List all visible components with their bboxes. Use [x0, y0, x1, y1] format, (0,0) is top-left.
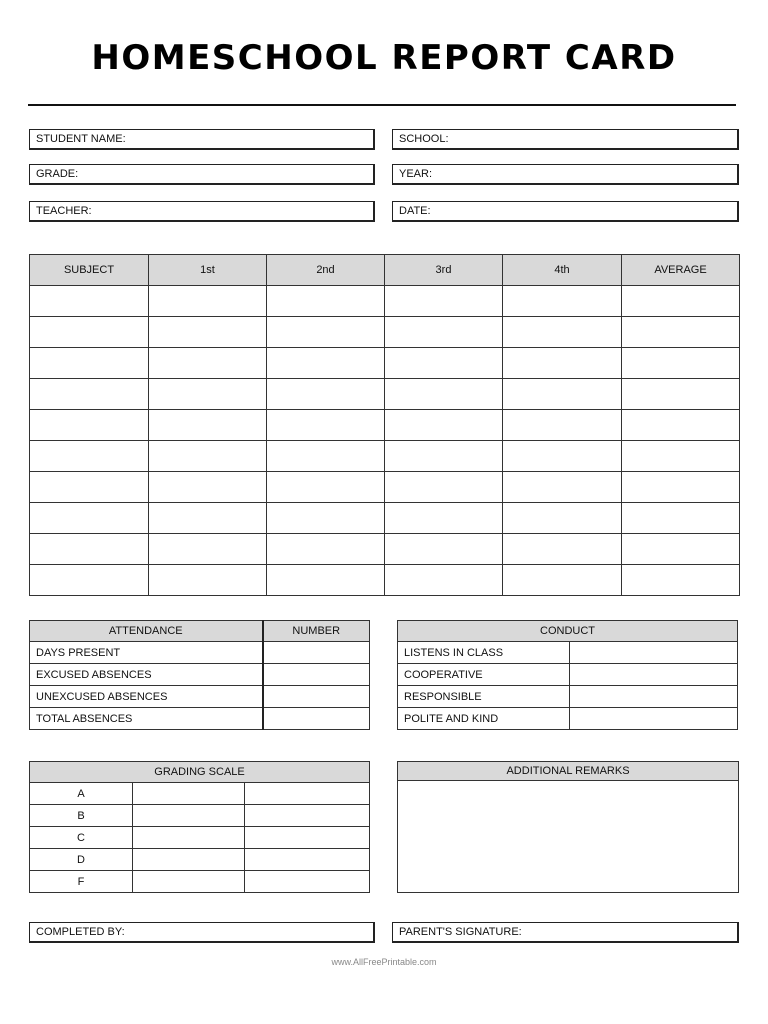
col-header-1st: 1st: [149, 255, 267, 286]
grade-cell[interactable]: [267, 348, 385, 379]
grade-cell[interactable]: [30, 503, 149, 534]
grade-cell[interactable]: [30, 565, 149, 596]
table-row: [30, 286, 740, 317]
conduct-header-row: [398, 621, 738, 642]
grade-cell[interactable]: [149, 503, 267, 534]
grade-cell[interactable]: [622, 534, 740, 565]
col-header-3rd: 3rd: [385, 255, 503, 286]
school-field[interactable]: SCHOOL:: [392, 129, 739, 150]
grade-cell[interactable]: [267, 410, 385, 441]
table-row: [30, 565, 740, 596]
grade-cell[interactable]: [503, 379, 622, 410]
date-field[interactable]: DATE:: [392, 201, 739, 222]
table-row: [30, 849, 370, 871]
grade-cell[interactable]: [149, 472, 267, 503]
grade-cell[interactable]: [267, 534, 385, 565]
attendance-header: ATTENDANCE: [30, 621, 263, 642]
grade-cell[interactable]: [149, 317, 267, 348]
grade-cell[interactable]: [149, 410, 267, 441]
table-row: [398, 642, 738, 664]
grade-cell[interactable]: [503, 441, 622, 472]
grade-cell[interactable]: [149, 379, 267, 410]
grade-cell[interactable]: [622, 348, 740, 379]
student-name-field[interactable]: STUDENT NAME:: [29, 129, 375, 150]
grade-cell[interactable]: [622, 472, 740, 503]
scale-cell[interactable]: [245, 827, 370, 849]
grade-cell[interactable]: [385, 441, 503, 472]
scale-cell[interactable]: [133, 871, 245, 893]
table-row: [30, 805, 370, 827]
grade-cell[interactable]: [30, 410, 149, 441]
grade-cell[interactable]: [30, 441, 149, 472]
additional-remarks-box[interactable]: [397, 780, 739, 893]
grading-scale-table: [29, 761, 370, 893]
grade-cell[interactable]: [30, 534, 149, 565]
grade-cell[interactable]: [267, 441, 385, 472]
grade-cell[interactable]: [503, 410, 622, 441]
conduct-header: CONDUCT: [398, 621, 738, 642]
col-header-subject: SUBJECT: [30, 255, 149, 286]
footer-credit: www.AllFreePrintable.com: [331, 957, 437, 967]
grade-cell[interactable]: [622, 565, 740, 596]
grade-cell[interactable]: [503, 286, 622, 317]
grade-cell[interactable]: [149, 565, 267, 596]
attendance-value-cell[interactable]: [263, 708, 370, 730]
table-row: [30, 827, 370, 849]
table-row: [30, 642, 370, 664]
table-row: [30, 503, 740, 534]
grade-field[interactable]: GRADE:: [29, 164, 375, 185]
conduct-label: RESPONSIBLE: [398, 686, 570, 708]
grade-cell[interactable]: [622, 503, 740, 534]
grade-cell[interactable]: [30, 286, 149, 317]
attendance-header-row: [30, 621, 370, 642]
grade-cell[interactable]: [385, 565, 503, 596]
grade-letter: C: [30, 827, 133, 849]
col-header-4th: 4th: [503, 255, 622, 286]
conduct-table: [397, 620, 738, 730]
grade-cell[interactable]: [622, 286, 740, 317]
grading-scale-header: GRADING SCALE: [30, 762, 370, 783]
scale-cell[interactable]: [245, 871, 370, 893]
grade-cell[interactable]: [30, 317, 149, 348]
grade-cell[interactable]: [267, 565, 385, 596]
grade-cell[interactable]: [503, 565, 622, 596]
year-field[interactable]: YEAR:: [392, 164, 739, 185]
grade-cell[interactable]: [30, 379, 149, 410]
table-row: [30, 410, 740, 441]
grade-cell[interactable]: [149, 286, 267, 317]
table-row: [30, 441, 740, 472]
attendance-label: EXCUSED ABSENCES: [30, 664, 263, 686]
col-header-2nd: 2nd: [267, 255, 385, 286]
table-row: [30, 686, 370, 708]
grade-cell[interactable]: [385, 503, 503, 534]
grade-cell[interactable]: [385, 472, 503, 503]
title-divider: [28, 104, 736, 106]
grade-cell[interactable]: [267, 503, 385, 534]
grade-cell[interactable]: [267, 317, 385, 348]
grade-letter: F: [30, 871, 133, 893]
grade-cell[interactable]: [503, 317, 622, 348]
table-row: [30, 379, 740, 410]
table-row: [30, 348, 740, 379]
table-row: [30, 472, 740, 503]
grade-letter: A: [30, 783, 133, 805]
grade-cell[interactable]: [503, 348, 622, 379]
grade-cell[interactable]: [385, 379, 503, 410]
grade-cell[interactable]: [385, 534, 503, 565]
scale-cell[interactable]: [133, 849, 245, 871]
grade-cell[interactable]: [30, 348, 149, 379]
scale-cell[interactable]: [245, 849, 370, 871]
attendance-value-cell[interactable]: [263, 642, 370, 664]
number-header: NUMBER: [263, 621, 370, 642]
attendance-table: [29, 620, 370, 730]
grade-cell[interactable]: [385, 286, 503, 317]
attendance-label: TOTAL ABSENCES: [30, 708, 263, 730]
additional-remarks-header: ADDITIONAL REMARKS: [397, 761, 739, 781]
grade-cell[interactable]: [149, 441, 267, 472]
grade-cell[interactable]: [503, 472, 622, 503]
grade-cell[interactable]: [622, 317, 740, 348]
conduct-value-cell[interactable]: [570, 686, 738, 708]
page-title: HOMESCHOOL REPORT CARD: [91, 38, 677, 78]
conduct-value-cell[interactable]: [570, 708, 738, 730]
conduct-label: COOPERATIVE: [398, 664, 570, 686]
grade-cell[interactable]: [149, 534, 267, 565]
attendance-value-cell[interactable]: [263, 664, 370, 686]
attendance-label: DAYS PRESENT: [30, 642, 263, 664]
grade-cell[interactable]: [149, 348, 267, 379]
grade-cell[interactable]: [385, 348, 503, 379]
grade-letter: D: [30, 849, 133, 871]
conduct-value-cell[interactable]: [570, 642, 738, 664]
table-row: [30, 708, 370, 730]
table-row: [398, 664, 738, 686]
grade-cell[interactable]: [267, 472, 385, 503]
table-row: [30, 534, 740, 565]
grade-cell[interactable]: [385, 317, 503, 348]
scale-cell[interactable]: [133, 827, 245, 849]
completed-by-field[interactable]: COMPLETED BY:: [29, 922, 375, 943]
grade-cell[interactable]: [622, 379, 740, 410]
grade-cell[interactable]: [622, 441, 740, 472]
grade-cell[interactable]: [385, 410, 503, 441]
grade-cell[interactable]: [30, 472, 149, 503]
scale-cell[interactable]: [133, 805, 245, 827]
conduct-label: LISTENS IN CLASS: [398, 642, 570, 664]
grade-cell[interactable]: [267, 286, 385, 317]
table-row: [30, 871, 370, 893]
grade-cell[interactable]: [503, 503, 622, 534]
table-row: [398, 686, 738, 708]
scale-cell[interactable]: [133, 783, 245, 805]
teacher-field[interactable]: TEACHER:: [29, 201, 375, 222]
conduct-value-cell[interactable]: [570, 664, 738, 686]
grades-header-row: [30, 255, 740, 286]
grading-scale-header-row: [30, 762, 370, 783]
table-row: [398, 708, 738, 730]
grade-cell[interactable]: [622, 410, 740, 441]
grade-cell[interactable]: [267, 379, 385, 410]
conduct-label: POLITE AND KIND: [398, 708, 570, 730]
attendance-value-cell[interactable]: [263, 686, 370, 708]
grades-table: [29, 254, 740, 596]
table-row: [30, 664, 370, 686]
scale-cell[interactable]: [245, 805, 370, 827]
grade-letter: B: [30, 805, 133, 827]
parent-signature-field[interactable]: PARENT'S SIGNATURE:: [392, 922, 739, 943]
col-header-average: AVERAGE: [622, 255, 740, 286]
table-row: [30, 783, 370, 805]
attendance-label: UNEXCUSED ABSENCES: [30, 686, 263, 708]
table-row: [30, 317, 740, 348]
grade-cell[interactable]: [503, 534, 622, 565]
scale-cell[interactable]: [245, 783, 370, 805]
